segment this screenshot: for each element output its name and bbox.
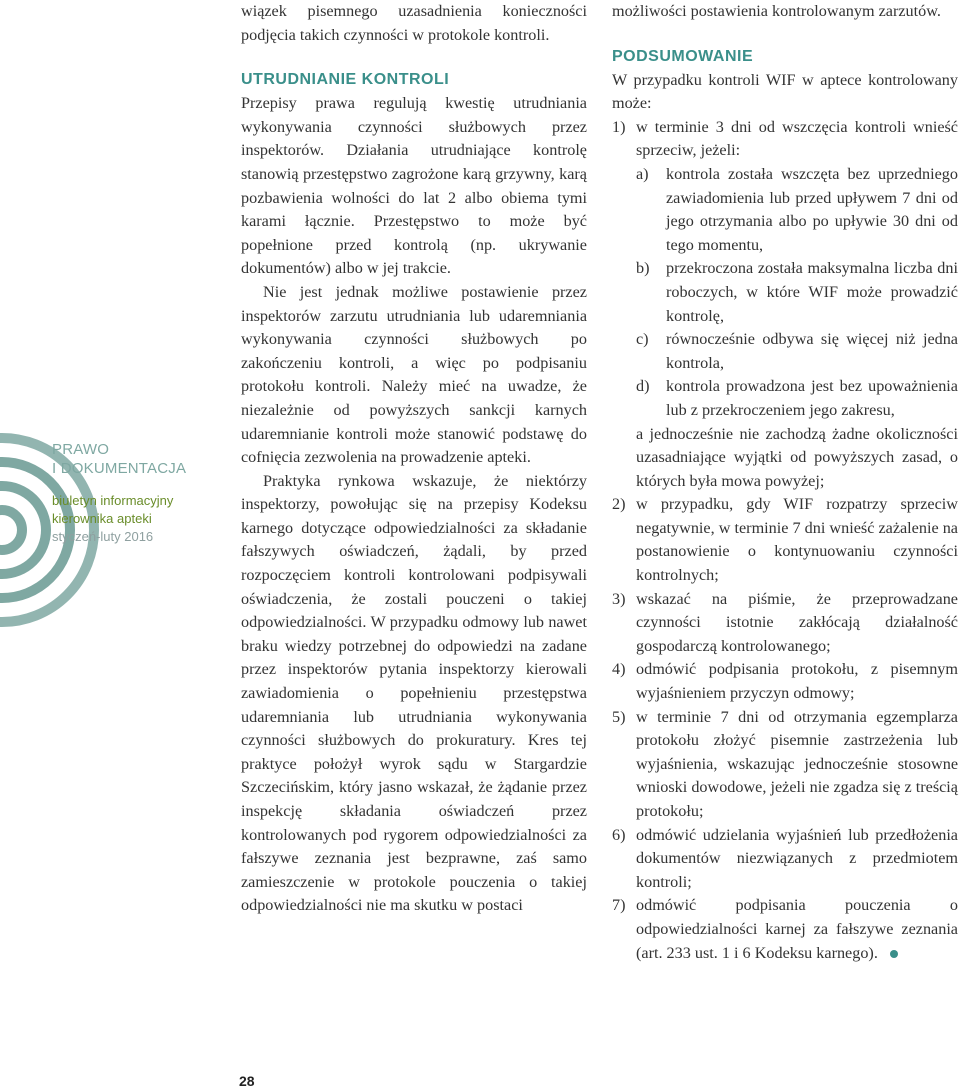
list-item [612,116,958,163]
text-column-left [241,0,587,918]
sub-list-letter: c) [636,330,649,349]
list-number: 4) [612,660,626,679]
bulletin-title: biuletyn informacyjny [52,493,174,508]
list-lead: W przypadku kontroli WIF w aptece kontrolowany może: [612,70,958,113]
list-text: odmówić udzielania wyjaśnień lub przedłożenia dokumentów niezwiązanych z przedmiotem kontroli; [636,825,958,891]
sidebar-masthead [52,440,202,546]
page-number: 28 [239,1073,255,1089]
sub-list-item [612,257,958,328]
sub-list-item [612,375,958,422]
text-column-right [612,0,958,965]
sub-list-letter: a) [636,164,649,183]
list-number: 3) [612,589,626,608]
sub-list-text: kontrola została wszczęta bez uprzedniego zawiadomienia lub przed upływem 7 dni od jego otrzymania albo po upływie 30 dni od tego momentu, [666,164,958,254]
list-item [612,588,958,659]
list-number: 2) [612,495,626,514]
list-text: odmówić podpisania protokołu, z pisemnym wyjaśnieniem przyczyn odmowy; [636,660,958,703]
paragraph: Praktyka rynkowa wskazuje, że niektórzy inspektorzy, powołując się na przepisy Kodeksu karnego dotyczące odpowiedzialności za składanie fałszywych oświadczeń, żądali, by przed rozpoczęciem kontroli kontrolowani podpisywali oświadczenia, że zostali pouczeni o takiej odpowiedzialności. W przypadku odmowy lub nawet braku wiedzy potrzebnej do odpowiedzi na zadane przez inspektorów pytania inspektorzy kierowali zawiadomienia o popełnieniu przestępstwa udaremniania lub utrudniania wykonywania czynności służbowych do prokuratury. Kres tej praktyce położył wyrok sądu w Stargardzie Szczecińskim, który jasno wskazał, że żądanie przez inspekcję składania oświadczeń przez kontrolowanych pod rygorem odpowiedzialności za fałszywe zeznania jest bezprawne, zaś samo zamieszczenie w protokole pouczenia o takiej odpowiedzialności nie ma skutku w postaci [241,471,587,915]
paragraph-intro: wiązek pisemnego uzasadnienia konieczności podjęcia takich czynności w protokole kontroli. [241,2,587,44]
section-heading-podsumowanie: PODSUMOWANIE [612,47,754,65]
sub-list-letter: b) [636,259,650,278]
list-text: w terminie 7 dni od otrzymania egzemplarza protokołu złożyć pisemnie zastrzeżenia lub wyjaśnienia, wskazując jednocześnie stosowne wnioski dowodowe, jeżeli nie zgadza się z treścią protokołu; [636,707,958,820]
list-item [612,658,958,705]
list-number: 5) [612,707,626,726]
issue-date: styczeń-luty 2016 [52,529,154,544]
list-item [612,493,958,587]
bulletin-subtitle: kierownika apteki [52,511,152,526]
sub-list-item [612,328,958,375]
list-text: w przypadku, gdy WIF rozpatrzy sprzeciw negatywnie, w terminie 7 dni wnieść zażalenie na postanowienie o kontynuowaniu czynności kontrolnych; [636,495,958,585]
list-item-continuation: a jednocześnie nie zachodzą żadne okoliczności uzasadniające wyjątki od powyższych zasad, o których była mowa powyżej; [636,424,958,490]
end-of-article-dot-icon [890,950,898,958]
list-text: wskazać na piśmie, że przeprowadzane czynności istotnie zakłócają działalność gospodarczą kontrolowanego; [636,589,958,655]
list-number: 6) [612,825,626,844]
section-name-line2: I DOKUMENTACJA [52,460,187,477]
section-heading-utrudnianie: UTRUDNIANIE KONTROLI [241,71,450,89]
paragraph-intro: możliwości postawienia kontrolowanym zarzutów. [612,2,941,20]
list-text: odmówić podpisania pouczenia o odpowiedzialności karnej za fałszywe zeznania (art. 233 ust. 1 i 6 Kodeksu karnego). [636,896,958,962]
sub-list-item [612,163,958,257]
list-item [612,706,958,824]
sub-list-letter: d) [636,377,650,396]
paragraph: Nie jest jednak możliwe postawienie przez inspektorów zarzutu utrudniania lub udaremniania wykonywania czynności służbowych po zakończeniu kontroli, a więc po podpisaniu protokołu kontroli. Należy mieć na uwadze, że niezależnie od powyższych sankcji karnych udaremnianie kontroli może stanowić podstawę do cofnięcia zezwolenia na prowadzenie apteki. [241,282,587,467]
sub-list-text: równocześnie odbywa się więcej niż jedna kontrola, [666,330,958,372]
list-text: w terminie 3 dni od wszczęcia kontroli wnieść sprzeciw, jeżeli: [636,117,958,160]
list-number: 7) [612,896,626,915]
list-item [612,894,958,965]
paragraph: Przepisy prawa regulują kwestię utrudniania wykonywania czynności służbowych przez inspektorów. Działania utrudniające kontrolę stanowią przestępstwo zagrożone karą grzywny, karą pozbawienia wolności do lat 2 albo obiema tymi karami łącznie. Przestępstwo to może być popełnione przed kontrolą (np. ukrywanie dokumentów) albo w jej trakcie. [241,94,587,278]
sub-list-text: przekroczona została maksymalna liczba dni roboczych, w które WIF może prowadzić kontrolę, [666,259,958,325]
sub-list-text: kontrola prowadzona jest bez upoważnienia lub z przekroczeniem jego zakresu, [666,377,958,419]
list-number: 1) [612,117,626,136]
section-name: PRAWO [52,441,110,458]
list-item [612,824,958,895]
